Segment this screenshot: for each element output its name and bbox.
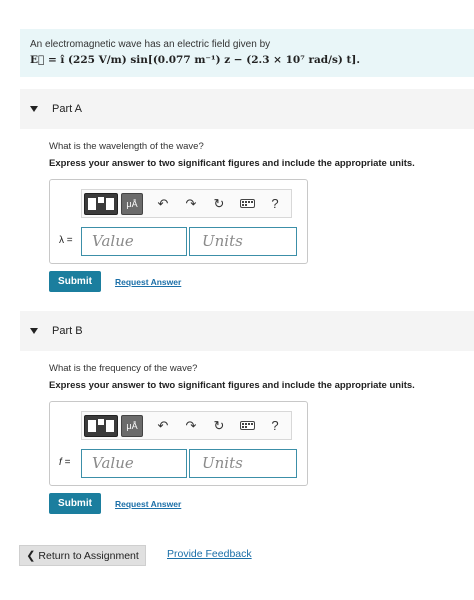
reset-icon[interactable]: ↻ (213, 195, 225, 211)
part-b-answer-box (49, 401, 308, 486)
frequency-label: f = (59, 457, 71, 468)
redo-icon[interactable]: ↷ (185, 417, 197, 433)
undo-icon[interactable]: ↶ (157, 195, 169, 211)
lambda-label: λ = (59, 235, 73, 246)
chevron-left-icon: ❮ (26, 550, 36, 562)
templates-button[interactable] (84, 415, 118, 437)
units-button[interactable]: μÅ (121, 193, 143, 215)
problem-text: An electromagnetic wave has an electric field given by (30, 39, 271, 50)
provide-feedback-link[interactable]: Provide Feedback (167, 548, 252, 560)
templates-icon-part (98, 197, 104, 203)
units-input[interactable]: Units (189, 449, 297, 478)
request-answer-link[interactable]: Request Answer (115, 499, 182, 509)
templates-button[interactable] (84, 193, 118, 215)
submit-button[interactable]: Submit (49, 493, 101, 514)
submit-button[interactable]: Submit (49, 271, 101, 292)
part-a-instruction: Express your answer to two significant figures and include the appropriate units. (49, 158, 415, 169)
part-a-title: Part A (52, 103, 82, 115)
help-icon[interactable]: ? (271, 418, 279, 433)
math-toolbar (81, 189, 292, 218)
templates-icon (88, 420, 96, 432)
templates-icon-part (106, 198, 114, 210)
part-b-instruction: Express your answer to two significant figures and include the appropriate units. (49, 380, 415, 391)
problem-statement (20, 29, 474, 77)
keyboard-icon[interactable] (233, 193, 261, 215)
caret-down-icon (30, 106, 38, 112)
part-b-title: Part B (52, 325, 83, 337)
templates-icon-part (98, 419, 104, 425)
help-icon[interactable]: ? (271, 196, 279, 211)
redo-icon[interactable]: ↷ (185, 195, 197, 211)
electric-field-equation: E⃗ = î (225 V/m) sin[(0.077 m⁻¹) z − (2.3 × 10⁷ rad/s) t]. (30, 54, 360, 66)
reset-icon[interactable]: ↻ (213, 417, 225, 433)
part-b-header[interactable] (20, 311, 474, 351)
caret-down-icon (30, 328, 38, 334)
templates-icon (88, 198, 96, 210)
request-answer-link[interactable]: Request Answer (115, 277, 182, 287)
units-input[interactable]: Units (189, 227, 297, 256)
templates-icon-part (106, 420, 114, 432)
return-to-assignment-button[interactable] (19, 545, 146, 566)
return-label: Return to Assignment (38, 549, 139, 562)
part-a-answer-box (49, 179, 308, 264)
undo-icon[interactable]: ↶ (157, 417, 169, 433)
value-input[interactable]: Value (81, 449, 187, 478)
part-b-question: What is the frequency of the wave? (49, 363, 198, 374)
value-input[interactable]: Value (81, 227, 187, 256)
math-toolbar (81, 411, 292, 440)
keyboard-icon[interactable] (233, 415, 261, 437)
units-button[interactable]: μÅ (121, 415, 143, 437)
part-a-question: What is the wavelength of the wave? (49, 141, 204, 152)
part-a-header[interactable] (20, 89, 474, 129)
